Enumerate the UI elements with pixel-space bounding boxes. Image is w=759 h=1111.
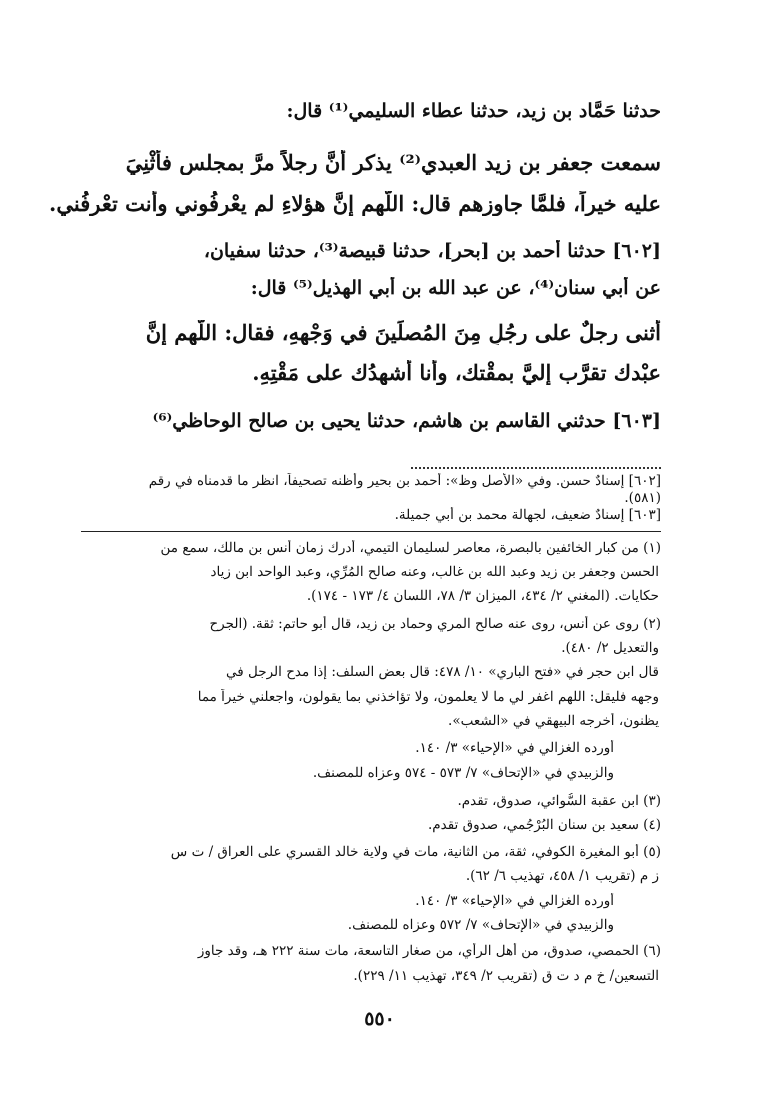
main-text-line: عليه خيراً، فلمَّا جاوزهم قال: اللَّهم إنَّ هؤلاءِ لم يعْرِفُوني وأنت تعْرِفُني. (49, 191, 661, 216)
footnote-line: وجهه فليقل: اللهم اغفر لي ما لا يعلمون، ولا تؤاخذني بما يقولون، واجعلني خيراً مما (197, 689, 659, 705)
main-text-line: [٦٠٣] حدثني القاسم بن هاشم، حدثنا يحيى بن صالح الوحاظي⁽⁶⁾ (152, 410, 661, 432)
footnote-line: (٢) روى عن أنس، روى عنه صالح المري وحماد بن زيد، قال أبو حاتم: ثقة. (الجرح (209, 616, 661, 632)
main-text-line: [٦٠٢] حدثنا أحمد بن [بحر]، حدثنا قبيصة⁽³⁾، حدثنا سفيان، (203, 240, 661, 262)
main-text-line: حدثنا حَمَّاد بن زيد، حدثنا عطاء السليمي⁽¹⁾ قال: (286, 100, 661, 122)
footnote-line: حكايات. (المغني ٢/ ٤٣٤، الميزان ٣/ ٧٨، اللسان ٤/ ١٧٣ - ١٧٤). (306, 588, 659, 604)
footnote-line: (١) من كبار الخائفين بالبصرة، معاصر لسليمان التيمي، أدرك زمان أنس بن مالك، سمع من (160, 540, 661, 556)
main-text-line: عبْدك تقرَّب إليَّ بمقْتك، وأنا أُشهِدُك على مَقْتِهِ. (252, 360, 661, 385)
footnote-line: والزبيدي في «الإتحاف» ٧/ ٥٧٢ وعزاه للمصنف. (347, 917, 614, 933)
footnote-line: التسعين/ خ م د ت ق (تقريب ٢/ ٣٤٩، تهذيب ١١/ ٢٢٩). (353, 968, 659, 984)
footnote-line: (٥) أبو المغيرة الكوفي، ثقة، من الثانية، مات في ولاية خالد القسري على العراق / ت س (170, 844, 661, 860)
footnote-line: (٣) ابن عقبة السُّوائي، صدوق، تقدم. (457, 793, 661, 809)
footnote-line: أورده الغزالي في «الإحياء» ٣/ ١٤٠. (415, 893, 614, 909)
main-text-line: أثنى رجلٌ على رجُلٍ مِنَ المُصلِّينَ في وَجْهِهِ، فقال: اللَّهم إنَّ (145, 320, 661, 345)
main-text-line: عن أبي سنان⁽⁴⁾، عن عبد الله بن أبي الهذيل⁽⁵⁾ قال: (250, 277, 661, 299)
footnote-separator (81, 531, 661, 532)
grading-note-line: [٦٠٢] إسنادٌ حسن. وفي «الأصل وظ»: أحمد بن بحير وأظنه تصحيفاً، انظر ما قدمناه في رقم (148, 473, 661, 489)
grading-note-line: [٦٠٣] إسنادٌ ضعيف، لجهالة محمد بن أبي جميلة. (394, 507, 661, 523)
main-text-line: سمعت جعفر بن زيد العبدي⁽²⁾ يذكر أنَّ رجلاً مرَّ بمجلس فأثْنِيَ (125, 150, 661, 175)
footnote-line: أورده الغزالي في «الإحياء» ٣/ ١٤٠. (415, 740, 614, 756)
footnote-line: الحسن وجعفر بن زيد وعبد الله بن غالب، وعنه صالح المُرِّي، وعبد الواحد ابن زياد (210, 564, 659, 580)
footnote-line: يظنون، أخرجه البيهقي في «الشعب». (448, 713, 659, 729)
footnote-line: قال ابن حجر في «فتح الباري» ١٠/ ٤٧٨: قال بعض السلف: إذا مدح الرجل في (226, 664, 659, 680)
footnote-line: والزبيدي في «الإتحاف» ٧/ ٥٧٣ - ٥٧٤ وعزاه للمصنف. (312, 765, 614, 781)
footnote-line: والتعديل ٢/ ٤٨٠). (561, 640, 659, 656)
page-number: ٥٥٠ (364, 1008, 395, 1030)
footnote-line: (٤) سعيد بن سنان البُرْجُمي، صدوق تقدم. (427, 817, 661, 833)
dotted-separator (411, 467, 661, 469)
grading-note-line: (٥٨١). (624, 490, 661, 506)
footnote-line: (٦) الحمصي، صدوق، من أهل الرأي، من صغار التاسعة، مات سنة ٢٢٢ هـ، وقد جاوز (197, 943, 661, 959)
footnote-line: ز م (تقريب ١/ ٤٥٨، تهذيب ٦/ ٦٢). (465, 868, 659, 884)
